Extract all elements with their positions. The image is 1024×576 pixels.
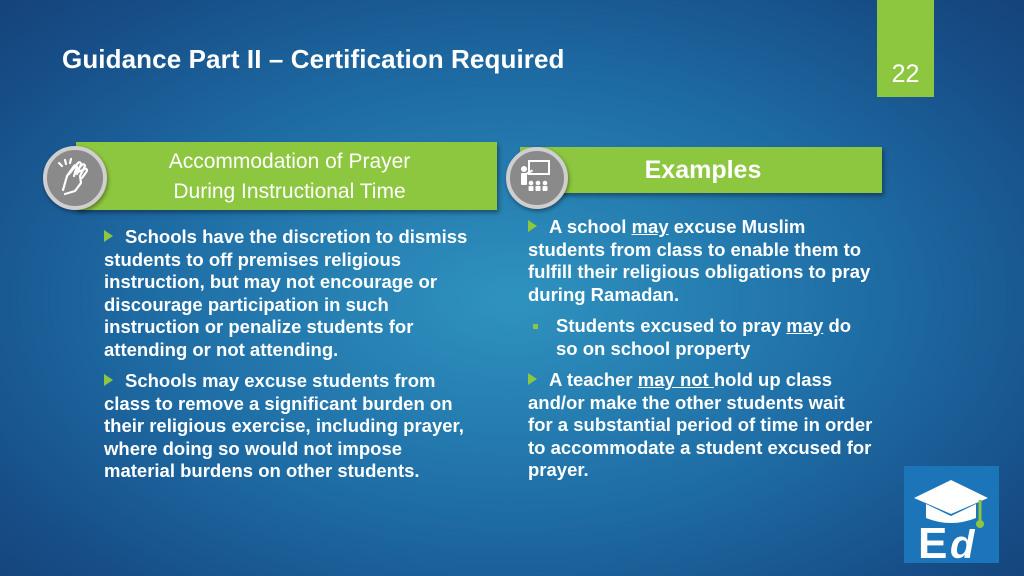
page-number: 22 (891, 60, 920, 88)
left-bullet-2-text: Schools may excuse students from class to remove a significant burden on their religious exercise, including prayer, where doing so would not impose material burdens on other students. (104, 370, 464, 481)
page-number-badge (877, 0, 934, 97)
sub-bullet-text: Students excused to pray (556, 315, 787, 336)
right-bullet-1-text: A school (549, 216, 632, 237)
sub-list-item (528, 315, 873, 360)
square-bullet-icon (533, 324, 538, 329)
page-title: Guidance Part II – Certification Required (62, 44, 565, 74)
arrow-bullet-icon (104, 230, 113, 242)
right-bullet-1-text-end: excuse Muslim students from class to enable them to fulfill their religious obligations to pray during Ramadan. (528, 216, 871, 305)
list-item (104, 370, 474, 483)
left-header-banner (76, 142, 497, 210)
left-header-line2: During Instructional Time (173, 180, 406, 203)
right-bullet-list (528, 216, 873, 491)
left-bullet-1-text: Schools have the discretion to dismiss students to off premises religious instruction, but may not encourage or discourage participation in such instruction or penalize students for attending or not attending. (104, 226, 468, 360)
left-header-line1: Accommodation of Prayer (168, 150, 411, 173)
list-item (528, 216, 873, 306)
right-bullet-1-emphasis: may (631, 216, 669, 237)
arrow-bullet-icon (528, 373, 537, 385)
teacher-presentation-icon (506, 147, 568, 209)
right-bullet-2-text: A teacher (549, 369, 638, 390)
list-item (528, 369, 873, 482)
list-item (104, 226, 474, 361)
svg-text:E: E (918, 519, 948, 563)
praying-hands-icon (43, 146, 107, 210)
left-bullet-list (104, 226, 474, 492)
svg-text:d: d (950, 523, 975, 563)
right-bullet-2-text-end: hold up class and/or make the other students wait for a substantial period of time in order to accommodate a student excused for prayer. (528, 369, 873, 480)
arrow-bullet-icon (528, 220, 537, 232)
sub-bullet-text-end: do so on school property (556, 315, 852, 359)
arrow-bullet-icon (104, 374, 113, 386)
right-header-label: Examples (644, 156, 762, 184)
right-header-banner (520, 147, 882, 193)
right-bullet-2-emphasis: may not (637, 369, 714, 390)
sub-bullet-emphasis: may (786, 315, 824, 336)
ed-graduation-cap-logo (904, 466, 999, 563)
